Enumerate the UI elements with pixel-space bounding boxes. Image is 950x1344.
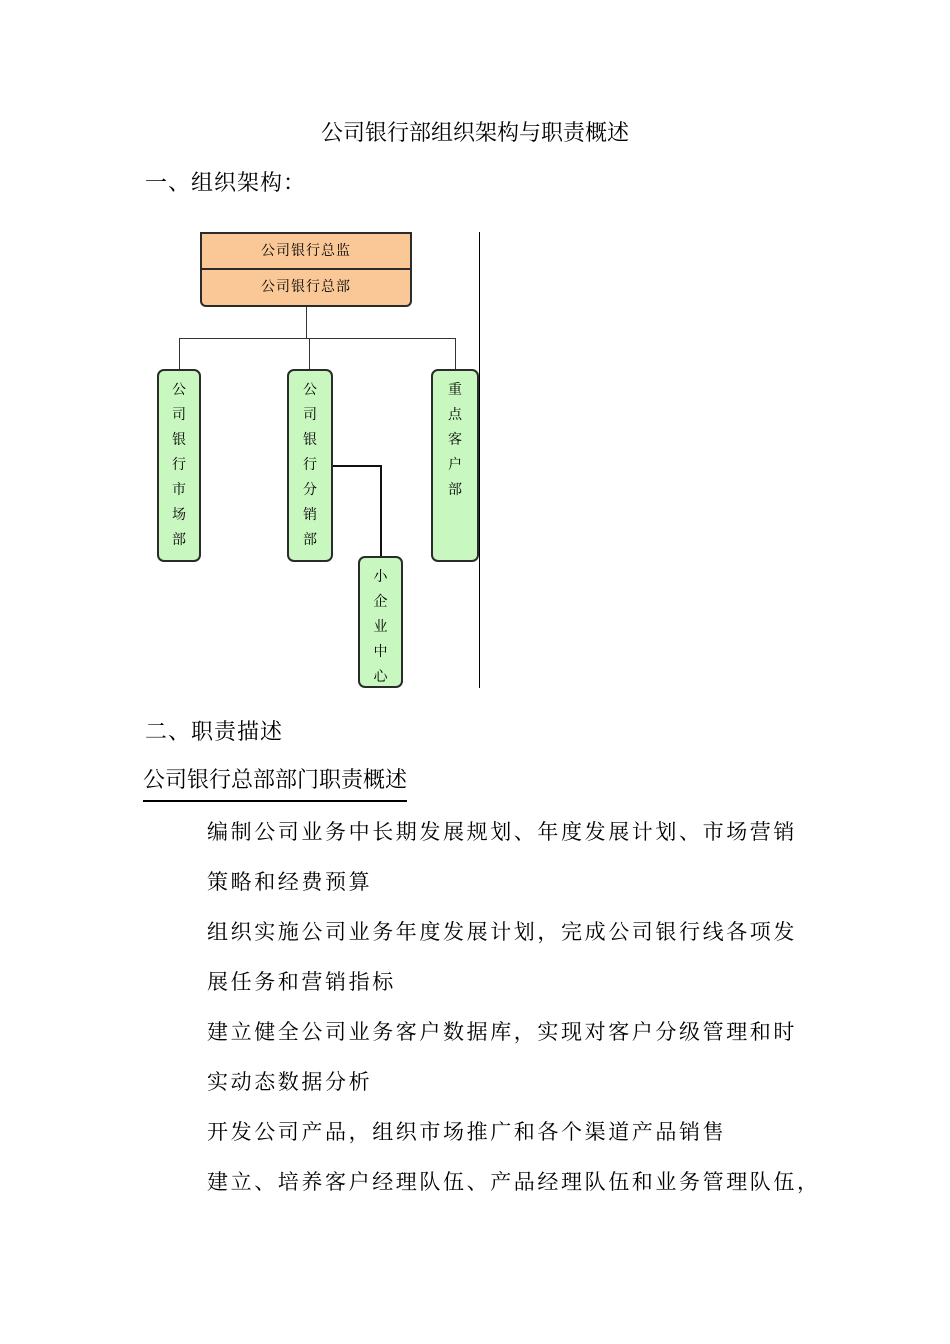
vertical-char: 心 [373,669,388,685]
vertical-char: 部 [172,532,186,548]
subsection-heading: 公司银行总部部门职责概述 [143,765,407,802]
connector-line [333,465,381,467]
vertical-char: 行 [172,457,186,473]
vertical-char: 司 [172,407,186,423]
section-heading-org-structure: 一、组织架构： [145,171,307,196]
paragraph-line: 建立、培养客户经理队伍、产品经理队伍和业务管理队伍， [207,1170,821,1194]
divider-line [479,232,480,688]
connector-line [380,465,382,557]
org-box-key-clients-dept [431,369,479,562]
vertical-char: 公 [172,382,186,398]
org-box-headquarters: 公司银行总部 [200,268,412,307]
vertical-char: 部 [303,532,317,548]
vertical-char: 小 [373,569,388,585]
vertical-char: 点 [448,407,462,423]
vertical-char: 司 [303,407,317,423]
org-box-small-business-center [358,556,403,688]
vertical-char: 户 [448,457,462,473]
connector-line [179,338,455,339]
paragraph-line: 策略和经费预算 [207,870,373,894]
org-box-distribution-dept [287,369,333,562]
vertical-char: 市 [172,482,186,498]
vertical-char: 行 [303,457,317,473]
org-box-market-dept [157,369,201,562]
vertical-char: 银 [303,432,317,448]
org-box-director: 公司银行总监 [200,232,412,270]
paragraph-line: 展任务和营销指标 [207,970,396,994]
paragraph-line: 实动态数据分析 [207,1070,373,1094]
vertical-char: 中 [373,644,388,660]
vertical-char: 重 [448,382,462,398]
paragraph-line: 开发公司产品，组织市场推广和各个渠道产品销售 [207,1120,727,1144]
paragraph-line: 组织实施公司业务年度发展计划，完成公司银行线各项发 [207,920,797,944]
vertical-char: 公 [303,382,317,398]
vertical-char: 场 [172,507,186,523]
connector-line [455,338,456,370]
vertical-char: 分 [303,482,317,498]
vertical-char: 销 [303,507,317,523]
connector-line [309,338,310,370]
vertical-char: 银 [172,432,186,448]
connector-line [306,307,307,339]
vertical-char: 部 [448,482,462,498]
connector-line [179,338,180,370]
vertical-char: 客 [448,432,462,448]
paragraph-line: 编制公司业务中长期发展规划、年度发展计划、市场营销 [207,820,797,844]
document-title: 公司银行部组织架构与职责概述 [320,121,629,146]
vertical-char: 业 [373,619,388,635]
vertical-char: 企 [373,594,388,610]
paragraph-line: 建立健全公司业务客户数据库，实现对客户分级管理和时 [207,1020,797,1044]
section-heading-responsibilities: 二、职责描述 [145,720,284,745]
